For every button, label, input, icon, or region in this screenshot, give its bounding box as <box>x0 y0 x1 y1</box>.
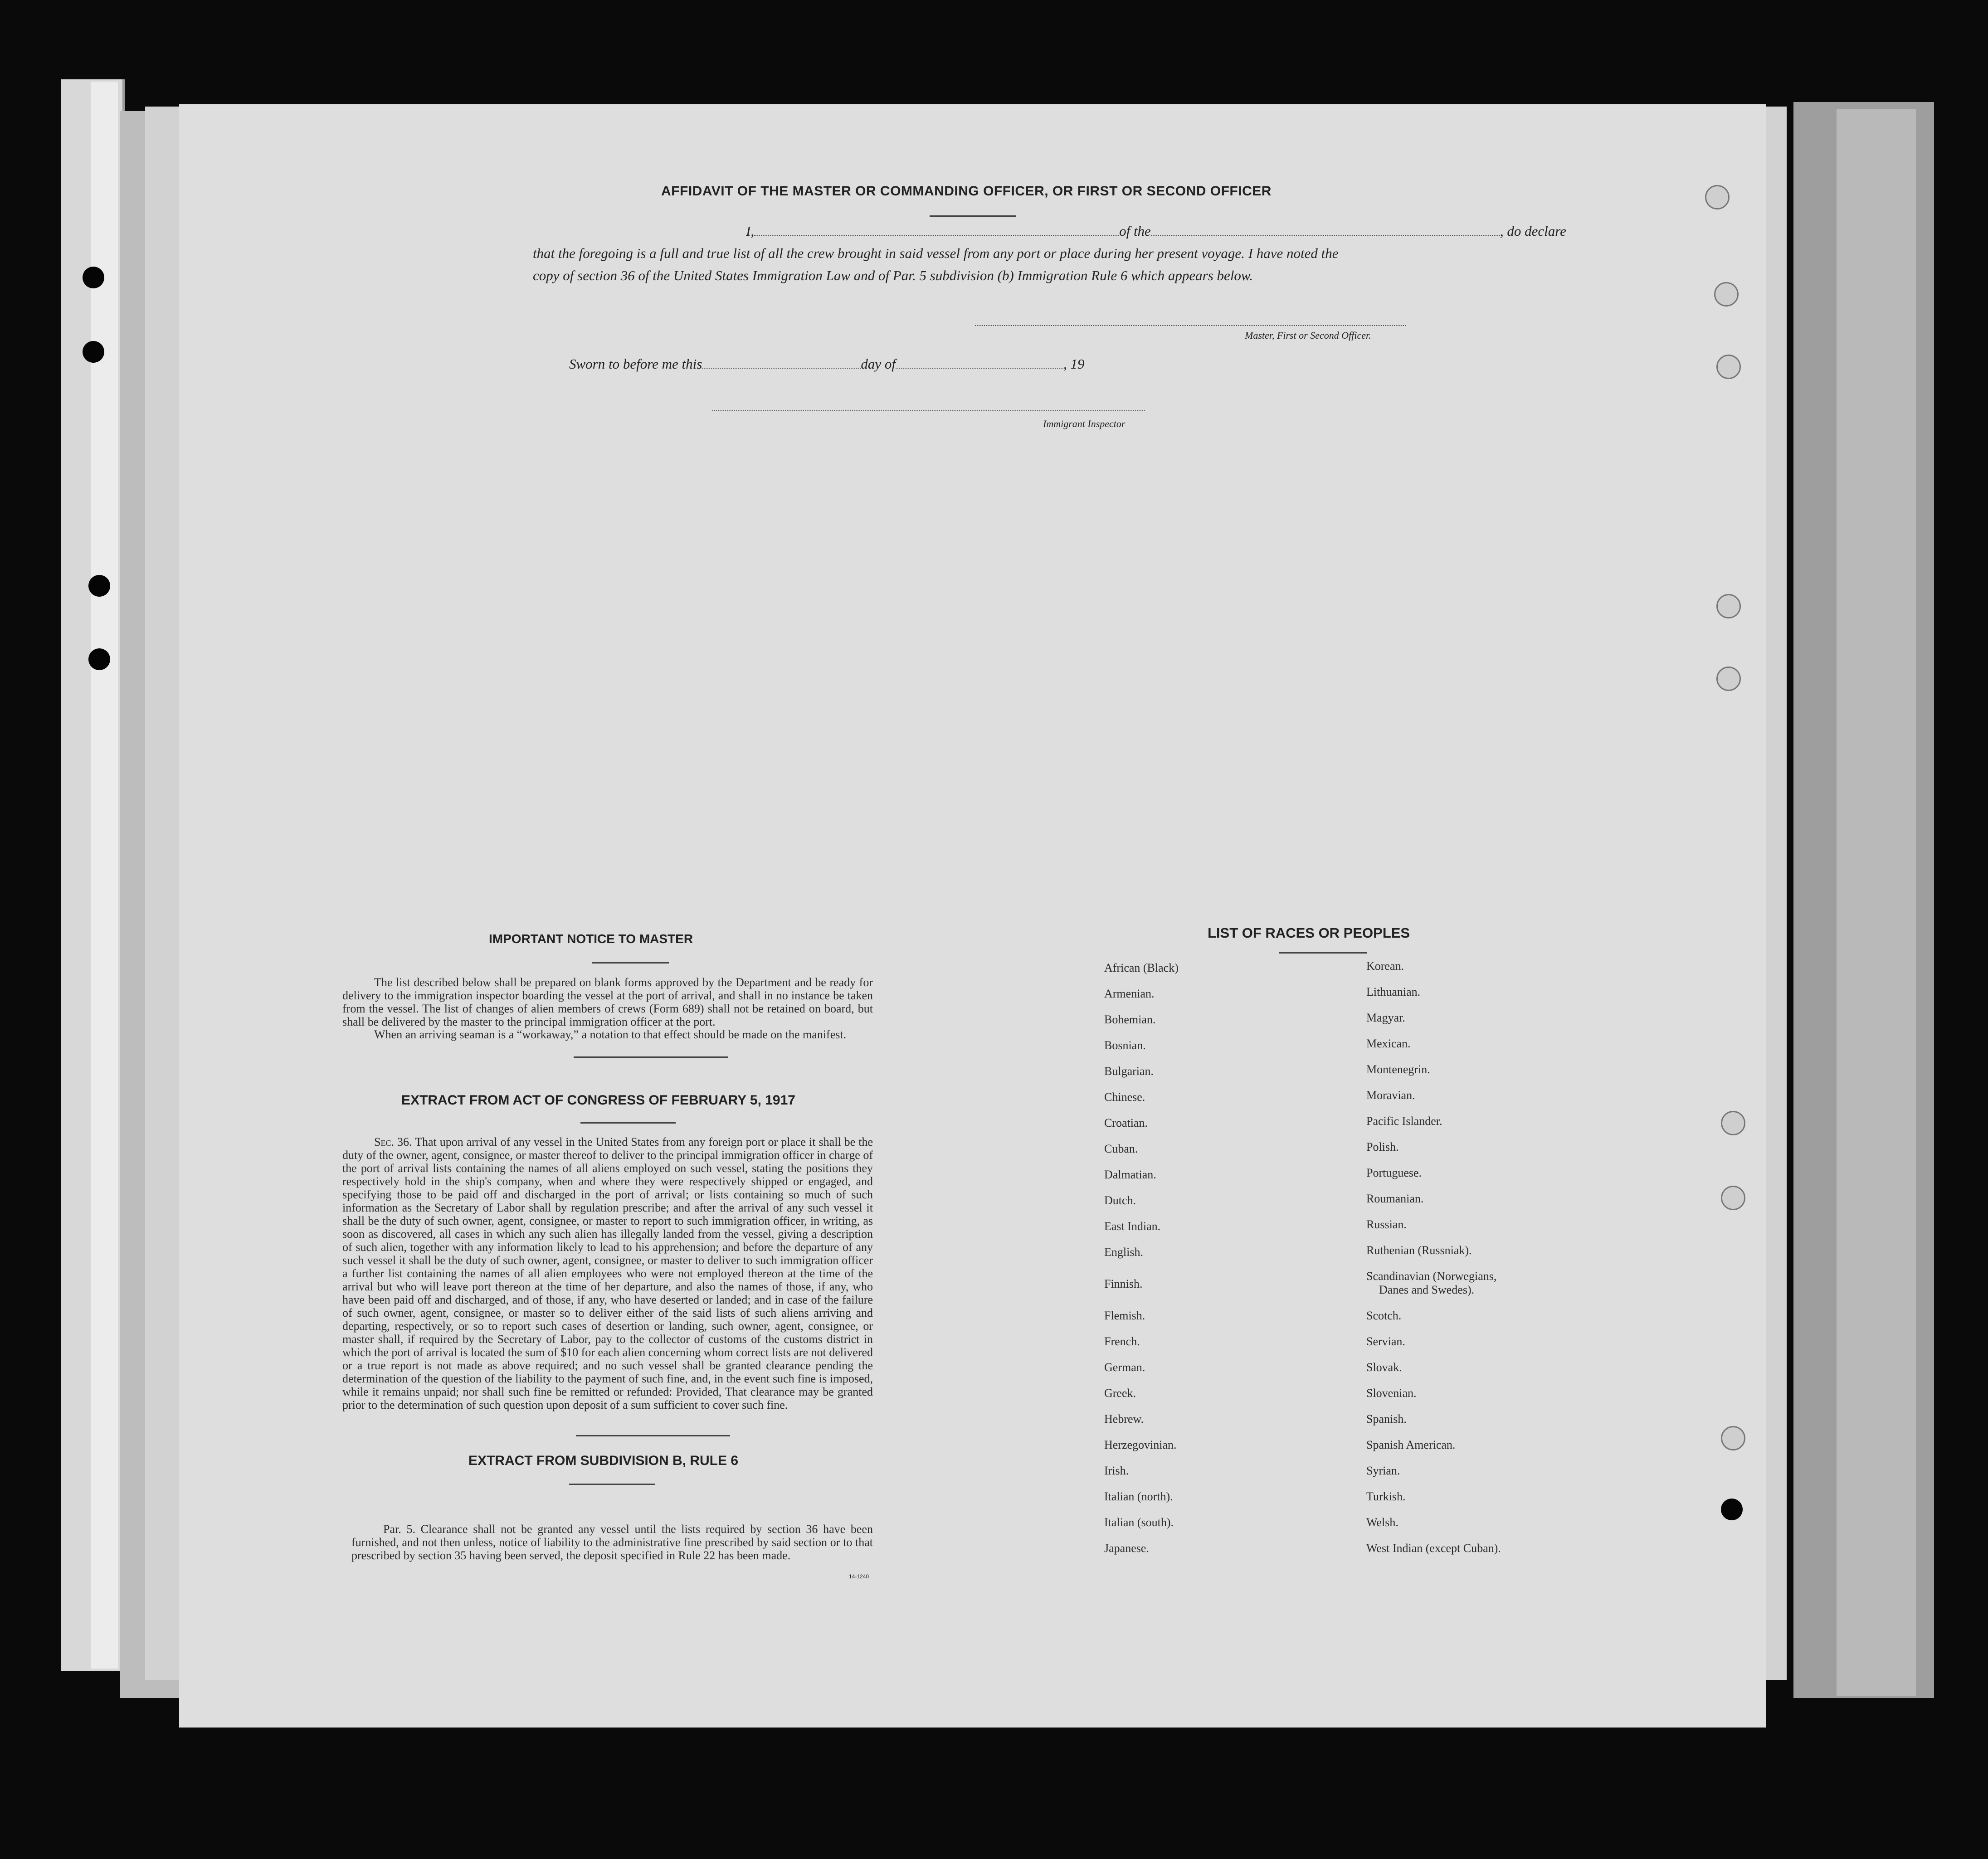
binder-strip-inner <box>91 82 118 1669</box>
rule-top-rule <box>576 1435 730 1436</box>
races-rule <box>1279 952 1367 954</box>
sec-36-paragraph <box>342 1135 873 1411</box>
race-item: Greek. <box>1104 1387 1136 1400</box>
race-item: Italian (north). <box>1104 1490 1173 1503</box>
master-signature-line[interactable] <box>975 325 1406 326</box>
race-list-left <box>1104 961 1179 1567</box>
race-item: Mexican. <box>1366 1037 1411 1050</box>
notice-title: IMPORTANT NOTICE TO MASTER <box>489 932 693 946</box>
binder-hole <box>88 648 110 670</box>
race-item: Lithuanian. <box>1366 985 1421 998</box>
race-item: Slovak. <box>1366 1361 1402 1374</box>
sworn-month-blank[interactable] <box>896 367 1063 369</box>
declarant-name-blank[interactable] <box>754 234 1119 236</box>
race-item: Moravian. <box>1366 1089 1415 1102</box>
day-of-label: day of <box>861 356 896 372</box>
act-title: EXTRACT FROM ACT OF CONGRESS OF FEBRUARY 5, 1917 <box>401 1093 795 1108</box>
title-rule <box>930 215 1016 217</box>
race-item: Armenian. <box>1104 987 1155 1000</box>
notice-paragraph-1: The list described below shall be prepared on blank forms approved by the Department and be ready for delivery to the immigration inspector boarding the vessel at the port of arrival, and shall in no instance be taken from the vessel. The list of changes of alien members of crews (Form 689) shall not be retained on board, but shall be delivered by the master to the principal immigration officer at the port. <box>342 976 873 1028</box>
rule-rule <box>569 1484 655 1485</box>
declare-label: , do declare <box>1500 223 1566 239</box>
punch-hole <box>1721 1111 1745 1135</box>
punch-hole <box>1721 1426 1745 1450</box>
sec-36-body: That upon arrival of any vessel in the United States from any foreign port or place it shall be the duty of the owner, agent, consignee, or master thereof to deliver to the principal immigration officer in charge of the port of arrival lists containing the names of all aliens employed on such vessel, stating the positions they respectively hold in the ship's company, when and where they were respectively shipped or engaged, and specifying those to be paid off and discharged in the port of arrival; or lists containing so much of such information as the Secretary of Labor shall by regulation prescribe; and after the arrival of any such vessel it shall be the duty of such owner, agent, consignee, or master to report to such immigration officer, in writing, as soon as discovered, all cases in which any such alien has illegally landed from the vessel, giving a description of such alien, together with any information likely to lead to his apprehension; and before the departure of any such vessel it shall be the duty of such owner, agent, consignee, or master to deliver to such immigration officer a further list containing the names of all alien employees who were not employed thereon at the time of the arrival but who will leave port thereon at the time of her departure, and also the names of those, if any, who have been paid off and discharged, and of those, if any, who have deserted or landed; and in case of the failure of such owner, agent, consignee, or master so to deliver either of the said lists of such aliens arriving and departing, respectively, or so to report such cases of desertion or landing, such owner, agent, consignee, or master shall, if required by the Secretary of Labor, pay to the collector of customs of the customs district in which the port of arrival is located the sum of $10 for each alien concerning whom correct lists are not delivered or a true report is not made as above required; and no such vessel shall be granted clearance pending the determination of the question of the liability to the payment of such fine, and, in the event such fine is imposed, while it remains unpaid; nor shall such fine be remitted or refunded: Provided, That clearance may be granted prior to the determination of such question upon deposit of a sum sufficient to cover such fine. <box>342 1135 873 1411</box>
inspector-caption: Immigrant Inspector <box>1043 418 1126 429</box>
punch-hole <box>1705 185 1730 209</box>
race-item: Scotch. <box>1366 1309 1402 1322</box>
race-item: Cuban. <box>1104 1142 1138 1155</box>
affidavit-line-1 <box>533 223 1566 239</box>
declarant-label: I, <box>746 223 755 239</box>
race-item: Hebrew. <box>1104 1412 1144 1426</box>
race-item: Bosnian. <box>1104 1039 1146 1052</box>
affidavit-line-2: that the foregoing is a full and true list of all the crew brought in said vessel from any port or place during her present voyage. I have noted the <box>533 245 1339 261</box>
race-item: Montenegrin. <box>1366 1063 1430 1076</box>
punch-hole <box>1716 355 1741 379</box>
vessel-name-blank[interactable] <box>1151 234 1500 236</box>
punch-hole <box>1716 667 1741 691</box>
race-item: Spanish. <box>1366 1412 1407 1426</box>
punch-hole <box>1721 1186 1745 1210</box>
punch-hole <box>1714 282 1739 307</box>
race-item: Dutch. <box>1104 1194 1136 1207</box>
binder-hole <box>83 341 104 363</box>
vessel-label: of the <box>1119 223 1151 239</box>
act-rule <box>580 1122 676 1124</box>
race-item: English. <box>1104 1246 1143 1259</box>
race-item: Slovenian. <box>1366 1387 1417 1400</box>
race-item: Chinese. <box>1104 1090 1145 1104</box>
race-item: Bulgarian. <box>1104 1065 1154 1078</box>
race-item: Scandinavian (Norwegians, <box>1366 1270 1497 1283</box>
affidavit-title: AFFIDAVIT OF THE MASTER OR COMMANDING OFFICER, OR FIRST OR SECOND OFFICER <box>661 184 1272 199</box>
race-item: Spanish American. <box>1366 1438 1456 1451</box>
race-item: Servian. <box>1366 1335 1405 1348</box>
race-item: German. <box>1104 1361 1145 1374</box>
rule-title: EXTRACT FROM SUBDIVISION B, RULE 6 <box>468 1453 739 1468</box>
sworn-label: Sworn to before me this <box>569 356 702 372</box>
race-item: Korean. <box>1366 959 1404 973</box>
race-item: Magyar. <box>1366 1011 1405 1024</box>
act-top-rule <box>574 1056 728 1058</box>
race-item: Portuguese. <box>1366 1166 1422 1179</box>
race-item: Russian. <box>1366 1218 1407 1231</box>
race-item: West Indian (except Cuban). <box>1366 1542 1501 1555</box>
form-code: 14-1240 <box>849 1573 869 1580</box>
race-item: African (Black) <box>1104 961 1179 974</box>
year-label: , 19 <box>1063 356 1085 372</box>
race-item: Flemish. <box>1104 1309 1145 1322</box>
punch-hole <box>1716 594 1741 618</box>
race-list-right <box>1366 959 1501 1567</box>
race-item: Roumanian. <box>1366 1192 1424 1205</box>
notice-rule <box>592 962 669 964</box>
race-item: Irish. <box>1104 1464 1129 1477</box>
race-item: French. <box>1104 1335 1140 1348</box>
binder-hole <box>88 575 110 597</box>
manifest-page <box>179 104 1766 1728</box>
right-back-strip-2 <box>1837 109 1916 1696</box>
race-item: Finnish. <box>1104 1277 1143 1290</box>
sworn-line <box>569 356 1084 372</box>
races-title: LIST OF RACES OR PEOPLES <box>1208 925 1410 941</box>
sworn-day-blank[interactable] <box>702 367 861 369</box>
inspector-signature-line[interactable] <box>712 410 1145 411</box>
race-item: Turkish. <box>1366 1490 1406 1503</box>
binder-hole <box>83 267 104 288</box>
race-item: Welsh. <box>1366 1516 1398 1529</box>
affidavit-line-3: copy of section 36 of the United States Immigration Law and of Par. 5 subdivision (b) Immigration Rule 6 which appears below. <box>533 268 1253 283</box>
race-item: Italian (south). <box>1104 1516 1174 1529</box>
race-item: Ruthenian (Russniak). <box>1366 1244 1472 1257</box>
race-item: Herzegovinian. <box>1104 1438 1177 1451</box>
punch-hole <box>1721 1499 1743 1520</box>
race-item: East Indian. <box>1104 1220 1161 1233</box>
race-item: Croatian. <box>1104 1116 1148 1129</box>
master-signature-caption: Master, First or Second Officer. <box>1245 330 1371 341</box>
rule-paragraph: Par. 5. Clearance shall not be granted any vessel until the lists required by section 36 have been furnished, and not then unless, notice of liability to the administrative fine prescribed by said section or to that prescribed by section 35 having been served, the deposit specified in Rule 22 has been made. <box>351 1523 873 1562</box>
race-item-continued: Danes and Swedes). <box>1379 1283 1475 1296</box>
race-item: Pacific Islander. <box>1366 1114 1442 1128</box>
notice-paragraph-2: When an arriving seaman is a “workaway,” a notation to that effect should be made on the manifest. <box>374 1028 847 1041</box>
race-item: Syrian. <box>1366 1464 1400 1477</box>
race-item: Dalmatian. <box>1104 1168 1156 1181</box>
sec-label: Sec. 36. <box>374 1135 412 1148</box>
race-item: Bohemian. <box>1104 1013 1156 1026</box>
race-item: Polish. <box>1366 1140 1399 1153</box>
race-item: Japanese. <box>1104 1542 1149 1555</box>
